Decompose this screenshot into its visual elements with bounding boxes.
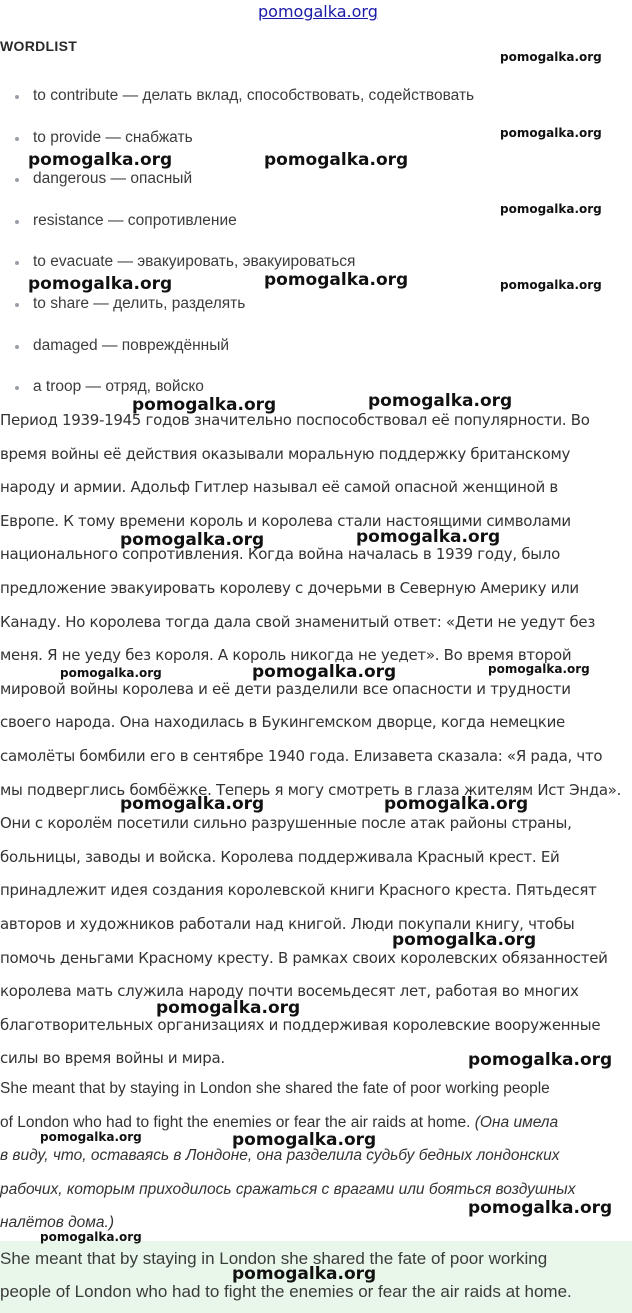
text-line: Европе. К тому времени король и королева стали настоящими символами	[0, 511, 571, 530]
watermark: pomogalka.org	[40, 1230, 142, 1244]
wordlist-item: a troop — отряд, войско	[14, 371, 614, 413]
watermark: pomogalka.org	[264, 270, 409, 290]
watermark: pomogalka.org	[232, 1130, 377, 1150]
text-fragment: of London who had to fight the enemies or fear the air raids at home.	[0, 1113, 471, 1131]
watermark: pomogalka.org	[468, 1050, 613, 1070]
watermark: pomogalka.org	[356, 527, 501, 547]
watermark: pomogalka.org	[392, 930, 537, 950]
watermark: pomogalka.org	[500, 126, 602, 140]
wordlist-item: to provide — снабжать	[14, 122, 614, 164]
text-line: народу и армии. Адольф Гитлер называл её самой опасной женщиной в	[0, 478, 558, 497]
watermark: pomogalka.org	[468, 1198, 613, 1218]
watermark: pomogalka.org	[264, 150, 409, 170]
wordlist-heading: WORDLIST	[0, 38, 78, 54]
watermark: pomogalka.org	[132, 395, 277, 415]
translation-fragment: (Она имела	[470, 1113, 559, 1131]
text-line: people of London who had to fight the enemies or fear the air raids at home.	[0, 1282, 572, 1301]
text-line: больницы, заводы и войска. Королева поддерживала Красный крест. Ей	[0, 847, 560, 866]
text-line: предложение эвакуировать королеву с дочерьми в Северную Америку или	[0, 578, 579, 597]
text-line: благотворительных организациях и поддерживая королевские вооруженные	[0, 1015, 601, 1034]
translation-line: в виду, что, оставаясь в Лондоне, она разделила судьбу бедных лондонских	[0, 1147, 560, 1165]
text-line: меня. Я не уеду без короля. А король никогда не уедет». Во время второй	[0, 646, 572, 665]
text-line: She meant that by staying in London she shared the fate of poor working people	[0, 1080, 550, 1097]
watermark: pomogalka.org	[488, 662, 590, 676]
watermark: pomogalka.org	[500, 50, 602, 64]
text-line: Канаду. Но королева тогда дала свой знаменитый ответ: «Дети не уедут без	[0, 612, 596, 631]
translation-line: налётов дома.)	[0, 1214, 114, 1232]
text-line: национального сопротивления. Когда война началась в 1939 году, было	[0, 545, 560, 564]
text-line: время войны её действия оказывали моральную поддержку британскому	[0, 444, 571, 463]
watermark: pomogalka.org	[120, 530, 265, 550]
watermark: pomogalka.org	[120, 794, 265, 814]
text-line: принадлежит идея создания королевской книги Красного креста. Пятьдесят	[0, 881, 597, 900]
russian-paragraph	[0, 404, 632, 1076]
watermark: pomogalka.org	[500, 278, 602, 292]
watermark: pomogalka.org	[28, 150, 173, 170]
text-line: авторов и художников работали над книгой. Люди покупали книгу, чтобы	[0, 914, 575, 933]
watermark: pomogalka.org	[500, 202, 602, 216]
text-line: королева мать служила народу почти восемьдесят лет, работая во многих	[0, 982, 579, 1001]
wordlist-item: resistance — сопротивление	[14, 205, 614, 247]
wordlist-item: to contribute — делать вклад, способствовать, содействовать	[14, 80, 614, 122]
text-line: помочь деньгами Красному кресту. В рамках своих королевских обязанностей	[0, 948, 608, 967]
wordlist-item: to evacuate — эвакуировать, эвакуироваться	[14, 246, 614, 288]
watermark: pomogalka.org	[252, 662, 397, 682]
watermark: pomogalka.org	[60, 666, 162, 680]
watermark: pomogalka.org	[232, 1264, 377, 1284]
watermark: pomogalka.org	[28, 274, 173, 294]
text-line: мировой войны королева и её дети разделили все опасности и трудности	[0, 679, 571, 698]
text-line: своего народа. Она находилась в Букингемском дворце, когда немецкие	[0, 713, 565, 732]
text-line: силы во время войны и мира.	[0, 1049, 225, 1068]
text-line: мы подверглись бомбёжке. Теперь я могу смотреть в глаза жителям Ист Энда».	[0, 780, 622, 799]
watermark: pomogalka.org	[40, 1130, 142, 1144]
text-line: Период 1939-1945 годов значительно поспособствовал её популярности. Во	[0, 411, 590, 429]
site-link[interactable]: pomogalka.org	[258, 2, 378, 21]
translation-line: рабочих, которым приходилось сражаться с врагами или бояться воздушных	[0, 1180, 576, 1198]
text-line: самолёты бомбили его в сентябре 1940 года. Елизавета сказала: «Я рада, что	[0, 746, 603, 765]
wordlist-item: dangerous — опасный	[14, 163, 614, 205]
wordlist-item: damaged — повреждённый	[14, 330, 614, 372]
watermark: pomogalka.org	[156, 998, 301, 1018]
watermark: pomogalka.org	[368, 391, 513, 411]
text-line: Они с королём посетили сильно разрушенные после атак районы страны,	[0, 814, 572, 833]
text-line: She meant that by staying in London she shared the fate of poor working	[0, 1249, 548, 1268]
watermark: pomogalka.org	[384, 794, 529, 814]
wordlist-item: to share — делить, разделять	[14, 288, 614, 330]
